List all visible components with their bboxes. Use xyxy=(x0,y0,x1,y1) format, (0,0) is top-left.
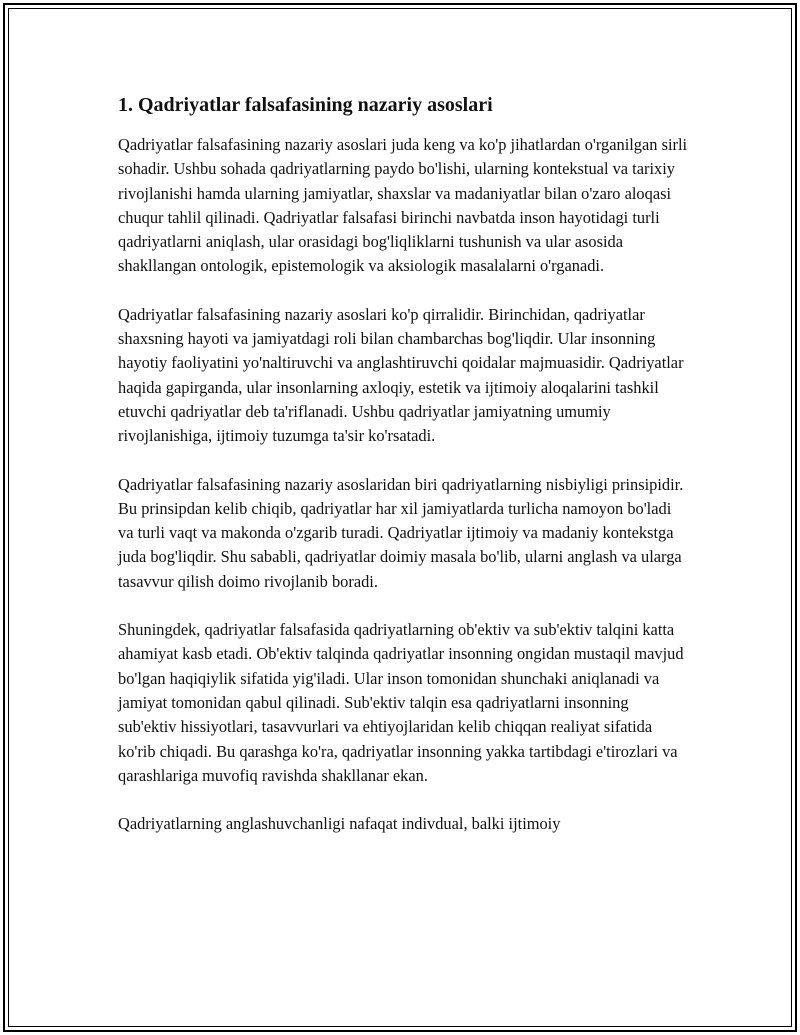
document-body xyxy=(118,91,688,860)
paragraph: Shuningdek, qadriyatlar falsafasida qadriyatlarning ob'ektiv va sub'ektiv talqini katta ahamiyat kasb etadi. Ob'ektiv talqinda qadriyatlar insonning ongidan mustaqil mavjud bo'lgan haqiqiylik sifatida yig'iladi. Ular inson tomonidan shunchaki aniqlanadi va jamiyat tomonidan qabul qilinadi. Sub'ektiv talqin esa qadriyatlarni insonning sub'ektiv hissiyotlari, tasavvurlari va ehtiyojlaridan kelib chiqqan realiyat sifatida ko'rib chiqadi. Bu qarashga ko'ra, qadriyatlar insonning yakka tartibdagi e'tirozlari va qarashlariga muvofiq ravishda shakllanar ekan. xyxy=(118,620,684,785)
paragraph: Qadriyatlar falsafasining nazariy asoslari ko'p qirralidir. Birinchidan, qadriyatlar shaxsning hayoti va jamiyatdagi roli bilan chambarchas bog'liqdir. Ular insonning hayotiy faoliyatini yo'naltiruvchi va anglashtiruvchi qoidalar majmuasidir. Qadriyatlar haqida gapirganda, ular insonlarning axloqiy, estetik va ijtimoiy aloqalarini tashkil etuvchi qadriyatlar deb ta'riflanadi. Ushbu qadriyatlar jamiyatning umumiy rivojlanishiga, ijtimoiy tuzumga ta'sir ko'rsatadi. xyxy=(118,304,684,446)
paragraph: Qadriyatlar falsafasining nazariy asoslaridan biri qadriyatlarning nisbiyligi prinsipidir. Bu prinsipdan kelib chiqib, qadriyatlar har xil jamiyatlarda turlicha namoyon bo'ladi va turli vaqt va makonda o'zgarib turadi. Qadriyatlar ijtimoiy va madaniy kontekstga juda bog'liqdir. Shu sababli, qadriyatlar doimiy masala bo'lib, ularni anglash va ularga tasavvur qilish doimo rivojlanib boradi. xyxy=(118,474,684,591)
paragraph: Qadriyatlar falsafasining nazariy asoslari juda keng va ko'p jihatlardan o'rganilgan sirli sohadir. Ushbu sohada qadriyatlarning paydo bo'lishi, ularning kontekstual va tarixiy rivojlanishi hamda ularning jamiyatlar, shaxslar va madaniyatlar bilan o'zaro aloqasi chuqur tahlil qilinadi. Qadriyatlar falsafasi birinchi navbatda inson hayotidagi turli qadriyatlarni aniqlash, ular orasidagi bog'liqliklarni tushunish va ular asosida shakllangan ontologik, epistemologik va aksiologik masalalarni o'rganadi. xyxy=(118,135,688,276)
section-heading: 1. Qadriyatlar falsafasining nazariy asoslari xyxy=(118,94,493,116)
paragraph: Qadriyatlarning anglashuvchanligi nafaqat indivdual, balki ijtimoiy xyxy=(118,814,561,834)
